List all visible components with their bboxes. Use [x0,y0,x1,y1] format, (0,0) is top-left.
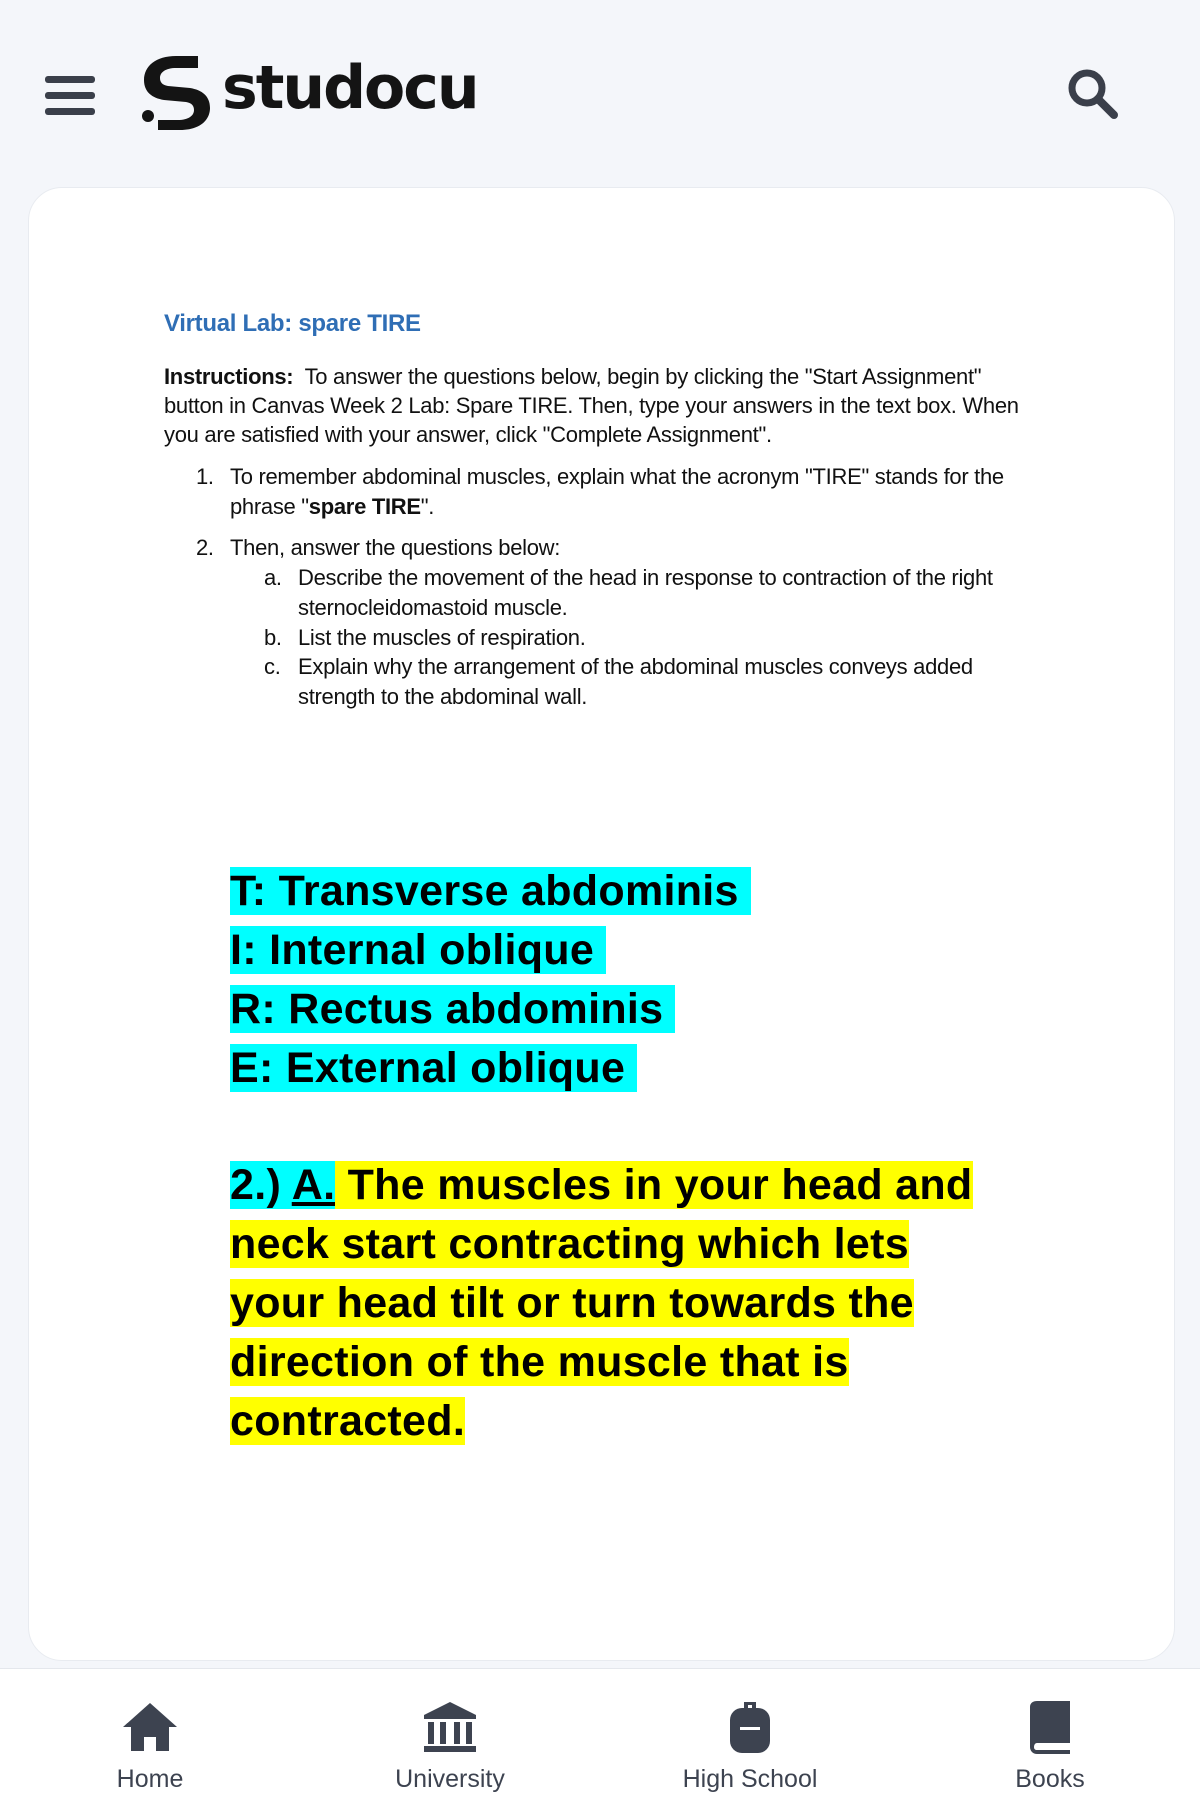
question-text: Then, answer the questions below: [230,535,561,560]
studocu-logo-icon [138,52,214,132]
answer-2a [230,1156,973,1451]
university-icon [420,1699,480,1755]
nav-books[interactable] [950,1699,1150,1794]
home-icon [120,1699,180,1755]
studocu-logo[interactable] [138,52,478,132]
nav-label: Home [116,1765,184,1793]
question-text: To remember abdominal muscles, explain what the acronym "TIRE" stands for the phrase "spare TIRE". [230,464,1004,519]
sub-question-c [264,652,1044,712]
logo-text: studocu [222,53,478,123]
instructions-text: To answer the questions below, begin by clicking the "Start Assignment" button in Canvas Week 2 Lab: Spare TIRE. Then, type your answers in the text box. When you are satisfied with your answer, click "Complete Assignment". [164,364,1019,447]
sub-question-letter: c. [264,654,281,679]
sub-question-b [264,623,1044,653]
answer-2-label: A. [291,1161,336,1209]
nav-label: High School [682,1765,818,1793]
answer-2-line: contracted. [230,1397,466,1445]
instructions-paragraph [164,362,1044,449]
top-header [0,0,1200,185]
bottom-navigation [0,1668,1200,1819]
menu-icon[interactable] [45,76,95,118]
answer-t: T: Transverse abdominis [230,867,751,915]
question-1 [196,462,1036,522]
tire-answers [230,862,751,1098]
nav-label: University [395,1765,505,1793]
search-icon[interactable] [1063,64,1123,124]
nav-home[interactable] [50,1699,250,1794]
question-2 [196,533,1036,563]
sub-question-text: Describe the movement of the head in response to contraction of the right sternocleidomastoid muscle. [298,565,993,620]
backpack-icon [720,1699,780,1755]
document-title: Virtual Lab: spare TIRE [164,310,421,337]
answer-e: E: External oblique [230,1044,637,1092]
answer-2-prefix: 2.) [230,1161,282,1209]
answer-2-line: direction of the muscle that is [230,1338,849,1386]
answer-2-line: your head tilt or turn towards the [230,1279,914,1327]
question-number: 2. [196,535,214,560]
nav-high-school[interactable] [650,1699,850,1794]
instructions-label: Instructions: [164,364,294,389]
nav-label: Books [1015,1765,1085,1793]
question-number: 1. [196,464,214,489]
answer-2-line: The muscles in your head and [347,1161,973,1209]
sub-question-a [264,563,1044,623]
nav-university[interactable] [350,1699,550,1794]
sub-question-text: List the muscles of respiration. [298,625,586,650]
sub-question-letter: b. [264,625,282,650]
book-icon [1020,1699,1080,1755]
sub-question-text: Explain why the arrangement of the abdominal muscles conveys added strength to the abdominal wall. [298,654,973,709]
answer-i: I: Internal oblique [230,926,606,974]
answer-r: R: Rectus abdominis [230,985,675,1033]
answer-2-line: neck start contracting which lets [230,1220,909,1268]
sub-question-letter: a. [264,565,282,590]
